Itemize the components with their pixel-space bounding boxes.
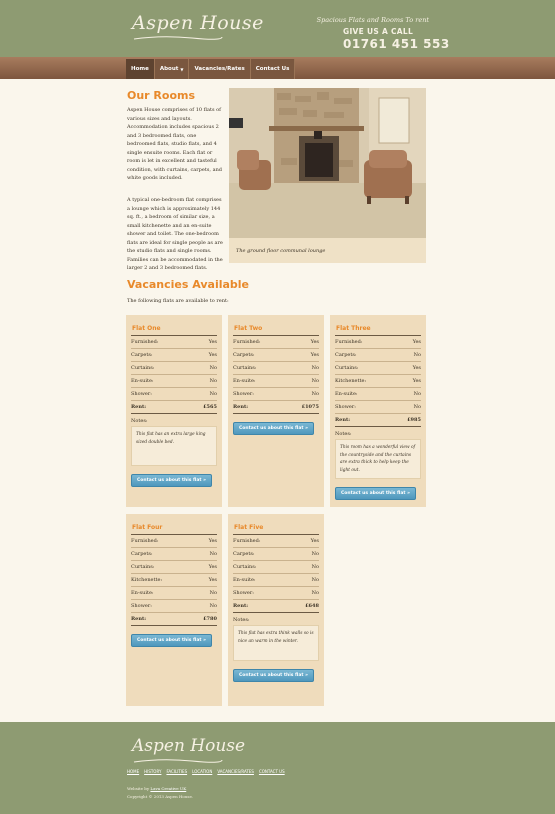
footer-copyright: Copyright © 2013 Aspen House. (127, 794, 194, 799)
contact-flat-button[interactable]: Contact us about this flat » (233, 422, 314, 435)
flat-row: Furnished: Yes (233, 336, 319, 349)
vacancies-intro: The following flats are available to rent: (127, 298, 229, 304)
flat-row: Shower: No (233, 388, 319, 401)
flat-card (126, 514, 222, 706)
flat-notes: This room has a wonderful view of the countryside and the curtains are extra thick to help keep the light out. (335, 439, 421, 479)
notes-label: Notes: (131, 418, 148, 424)
flat-row: Carpets: No (335, 349, 421, 362)
flat-row: Curtains: No (131, 362, 217, 375)
flat-row: Curtains: Yes (335, 362, 421, 375)
footer-link-contact[interactable]: CONTACT US (258, 769, 285, 774)
footer-links (127, 769, 285, 774)
flat-row: Furnished: Yes (233, 535, 319, 548)
flat-details (335, 335, 421, 500)
footer-credit: Website by Lava Creative UK (127, 786, 187, 791)
site-header (0, 0, 555, 57)
flat-row: Carpets: No (131, 548, 217, 561)
flat-row: En-suite: No (131, 587, 217, 600)
footer-link-history[interactable]: HISTORY (144, 769, 162, 774)
flat-card (126, 315, 222, 507)
site-logo[interactable]: Aspen House (132, 12, 264, 34)
flat-details (233, 335, 319, 435)
flat-card (330, 315, 426, 507)
flat-row: Curtains: No (233, 561, 319, 574)
flat-title: Flat Five (234, 524, 264, 531)
flat-row: Carpets: Yes (131, 349, 217, 362)
flat-row: Furnished: Yes (131, 535, 217, 548)
flat-row: En-suite: No (335, 388, 421, 401)
flat-row: Shower: No (233, 587, 319, 600)
flat-rent-row: Rent: £780 (131, 613, 217, 626)
photo-caption: The ground floor communal lounge (236, 248, 326, 254)
flat-row: Carpets: Yes (233, 349, 319, 362)
flat-row: Shower: No (131, 600, 217, 613)
flat-rent-row: Rent: £985 (335, 414, 421, 427)
flat-title: Flat One (132, 325, 161, 332)
flat-row: Curtains: No (233, 362, 319, 375)
flat-row: En-suite: No (131, 375, 217, 388)
flat-row: Shower: No (131, 388, 217, 401)
our-rooms-heading: Our Rooms (127, 89, 196, 102)
contact-flat-button[interactable]: Contact us about this flat » (335, 487, 416, 500)
flat-row: En-suite: No (233, 574, 319, 587)
flat-notes: This flat has an extra large king sized double bed. (131, 426, 217, 466)
contact-flat-button[interactable]: Contact us about this flat » (131, 634, 212, 647)
footer-link-home[interactable]: HOME (127, 769, 140, 774)
footer-logo[interactable]: Aspen House (132, 736, 246, 756)
flat-row: Curtains: Yes (131, 561, 217, 574)
contact-flat-button[interactable]: Contact us about this flat » (131, 474, 212, 487)
flat-title: Flat Four (132, 524, 163, 531)
nav-item-vacancies[interactable]: Vacancies/Rates (189, 59, 250, 79)
flat-row: En-suite: No (233, 375, 319, 388)
nav-item-home[interactable]: Home (126, 59, 155, 79)
notes-label: Notes: (335, 431, 352, 437)
flat-details (131, 534, 217, 647)
flat-row: Carpets: No (233, 548, 319, 561)
flat-row: Kitchenette: Yes (131, 574, 217, 587)
footer-swash-icon (132, 758, 224, 764)
notes-label: Notes: (233, 617, 250, 623)
rooms-paragraph-2: A typical one-bedroom flat comprises a lounge which is approximately 144 sq. ft., a bedroom of similar size, a small kitchenette and an en-suite shower and toilet. The one-bedroom flats are ideal for single people as are the studio flats and single rooms. Families can be accommodated in the larger 2 and 3 bedroomed flats. (127, 197, 223, 271)
footer-link-facilities[interactable]: FACILITIES (166, 769, 188, 774)
nav-item-contact[interactable]: Contact Us (251, 59, 296, 79)
site-footer (0, 722, 555, 814)
footer-link-vacancies[interactable]: VACANCIES/RATES (217, 769, 254, 774)
flat-rent-row: Rent: £1075 (233, 401, 319, 414)
flat-details (131, 335, 217, 487)
phone-number[interactable]: 01761 451 553 (343, 37, 450, 51)
flat-card (228, 315, 324, 507)
flat-card (228, 514, 324, 706)
flat-notes: This flat has extra think walls so is nice an warm in the winter. (233, 625, 319, 661)
flat-details (233, 534, 319, 682)
lounge-photo (229, 88, 426, 238)
vacancies-heading: Vacancies Available (127, 278, 250, 291)
nav-item-about[interactable]: About ▼ (155, 59, 190, 79)
logo-swash-icon (132, 35, 224, 41)
flat-row: Furnished: Yes (131, 336, 217, 349)
header-tagline: Spacious Flats and Rooms To rent (316, 16, 429, 24)
flat-row: Furnished: Yes (335, 336, 421, 349)
footer-link-location[interactable]: LOCATION (192, 769, 213, 774)
flat-rent-row: Rent: £565 (131, 401, 217, 414)
rooms-paragraph-1: Aspen House comprises of 10 flats of various sizes and layouts. Accommodation includes spacious 2 and 3 bedroomed flats, one bedroomed flats, studio flats, and 4 single ensuite rooms. Each flat or room is let in excellent and tasteful condition, with curtains, carpets, and white goods included. (127, 107, 222, 181)
main-nav (126, 59, 295, 79)
flat-row: Kitchenette: Yes (335, 375, 421, 388)
caret-down-icon: ▼ (180, 66, 184, 72)
flat-row: Shower: No (335, 401, 421, 414)
call-us-label: GIVE US A CALL (343, 27, 414, 36)
credit-link[interactable]: Lava Creative UK (150, 786, 187, 791)
flat-title: Flat Three (336, 325, 371, 332)
flat-rent-row: Rent: £648 (233, 600, 319, 613)
contact-flat-button[interactable]: Contact us about this flat » (233, 669, 314, 682)
flat-title: Flat Two (234, 325, 263, 332)
